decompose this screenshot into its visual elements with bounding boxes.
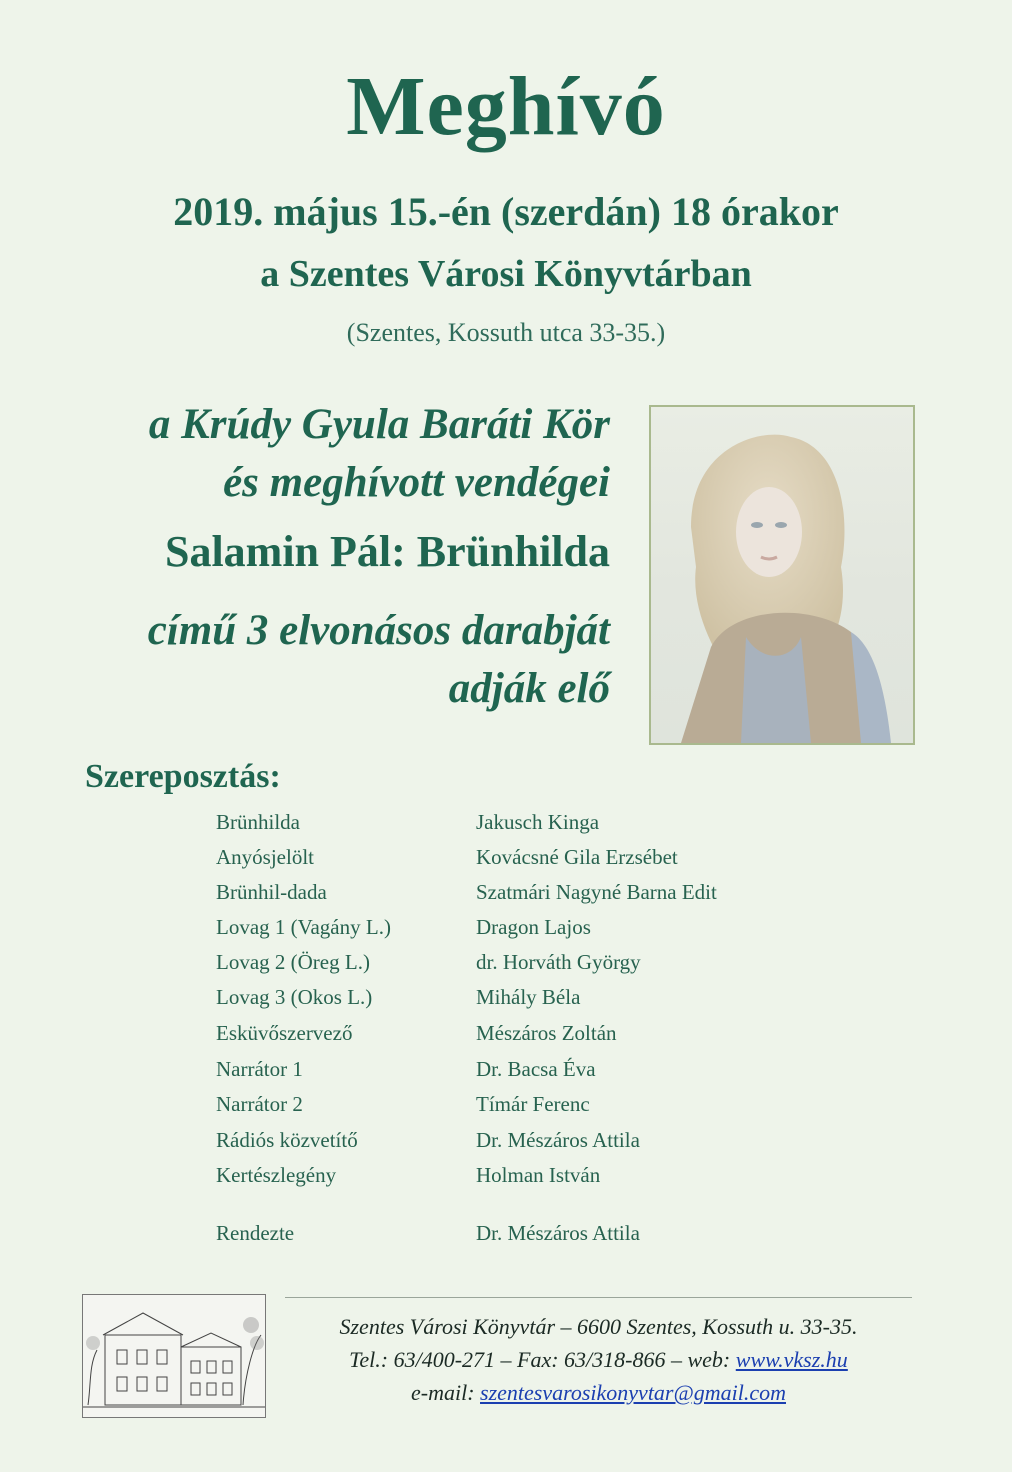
cast-actor: dr. Horváth György <box>476 950 641 974</box>
play-description: című 3 elvonásos darabját <box>147 607 610 654</box>
cast-role: Narrátor 2 <box>216 1092 303 1116</box>
cast-role: Lovag 2 (Öreg L.) <box>216 950 370 974</box>
website-link[interactable]: www.vksz.hu <box>735 1347 848 1372</box>
library-building-image <box>82 1294 266 1418</box>
footer-email <box>285 1380 912 1406</box>
cast-role: Anyósjelölt <box>216 845 314 869</box>
cast-actor: Dr. Bacsa Éva <box>476 1057 596 1081</box>
cast-heading: Szereposztás: <box>85 758 281 795</box>
library-building-icon <box>83 1295 265 1417</box>
cast-actor: Dragon Lajos <box>476 915 591 939</box>
actress-photo <box>649 405 915 745</box>
email-link[interactable]: szentesvarosikonyvtar@gmail.com <box>480 1380 786 1405</box>
cast-row <box>216 1021 916 1056</box>
cast-role: Rádiós közvetítő <box>216 1128 358 1152</box>
cast-row <box>216 950 916 985</box>
cast-row <box>216 1092 916 1127</box>
cast-role: Esküvőszervező <box>216 1021 353 1045</box>
cast-row <box>216 845 916 880</box>
footer-phone-fax: Tel.: 63/400-271 – Fax: 63/318-866 – web: <box>349 1347 731 1372</box>
director-row <box>216 1221 916 1256</box>
cast-actor: Tímár Ferenc <box>476 1092 590 1116</box>
venue-address: (Szentes, Kossuth utca 33-35.) <box>346 318 666 347</box>
footer-address: Szentes Városi Könyvtár – 6600 Szentes, Kossuth u. 33-35. <box>339 1314 858 1339</box>
director-label: Rendezte <box>216 1221 295 1245</box>
performance-line: adják elő <box>448 665 610 712</box>
cast-row <box>216 880 916 915</box>
guests-line: és meghívott vendégei <box>223 459 610 506</box>
director-name: Dr. Mészáros Attila <box>476 1221 640 1245</box>
cast-actor: Mészáros Zoltán <box>476 1021 617 1045</box>
cast-row <box>216 810 916 845</box>
cast-role: Narrátor 1 <box>216 1057 303 1081</box>
cast-role: Brünhil-dada <box>216 880 327 904</box>
footer-contacts <box>285 1347 912 1373</box>
cast-role: Lovag 1 (Vagány L.) <box>216 915 391 939</box>
event-date: 2019. május 15.-én (szerdán) 18 órakor <box>173 189 839 234</box>
cast-role: Kertészlegény <box>216 1163 337 1187</box>
cast-row <box>216 1163 916 1198</box>
cast-actor: Jakusch Kinga <box>476 810 600 834</box>
cast-row <box>216 985 916 1020</box>
cast-row <box>216 915 916 950</box>
cast-actor: Dr. Mészáros Attila <box>476 1128 640 1152</box>
invitation-title: Meghívó <box>346 60 666 153</box>
cast-row <box>216 1128 916 1163</box>
portrait-illustration <box>651 407 913 743</box>
email-label: e-mail: <box>410 1380 475 1405</box>
footer-divider <box>285 1297 912 1298</box>
cast-role: Lovag 3 (Okos L.) <box>216 985 373 1009</box>
performers-line: a Krúdy Gyula Baráti Kör <box>148 401 610 448</box>
event-venue: a Szentes Városi Könyvtárban <box>260 253 752 295</box>
cast-role: Brünhilda <box>216 810 300 834</box>
cast-actor: Kovácsné Gila Erzsébet <box>476 845 678 869</box>
play-title: Salamin Pál: Brünhilda <box>164 527 610 576</box>
cast-row <box>216 1057 916 1092</box>
cast-actor: Holman István <box>476 1163 601 1187</box>
cast-actor: Mihály Béla <box>476 985 581 1009</box>
cast-actor: Szatmári Nagyné Barna Edit <box>476 880 717 904</box>
